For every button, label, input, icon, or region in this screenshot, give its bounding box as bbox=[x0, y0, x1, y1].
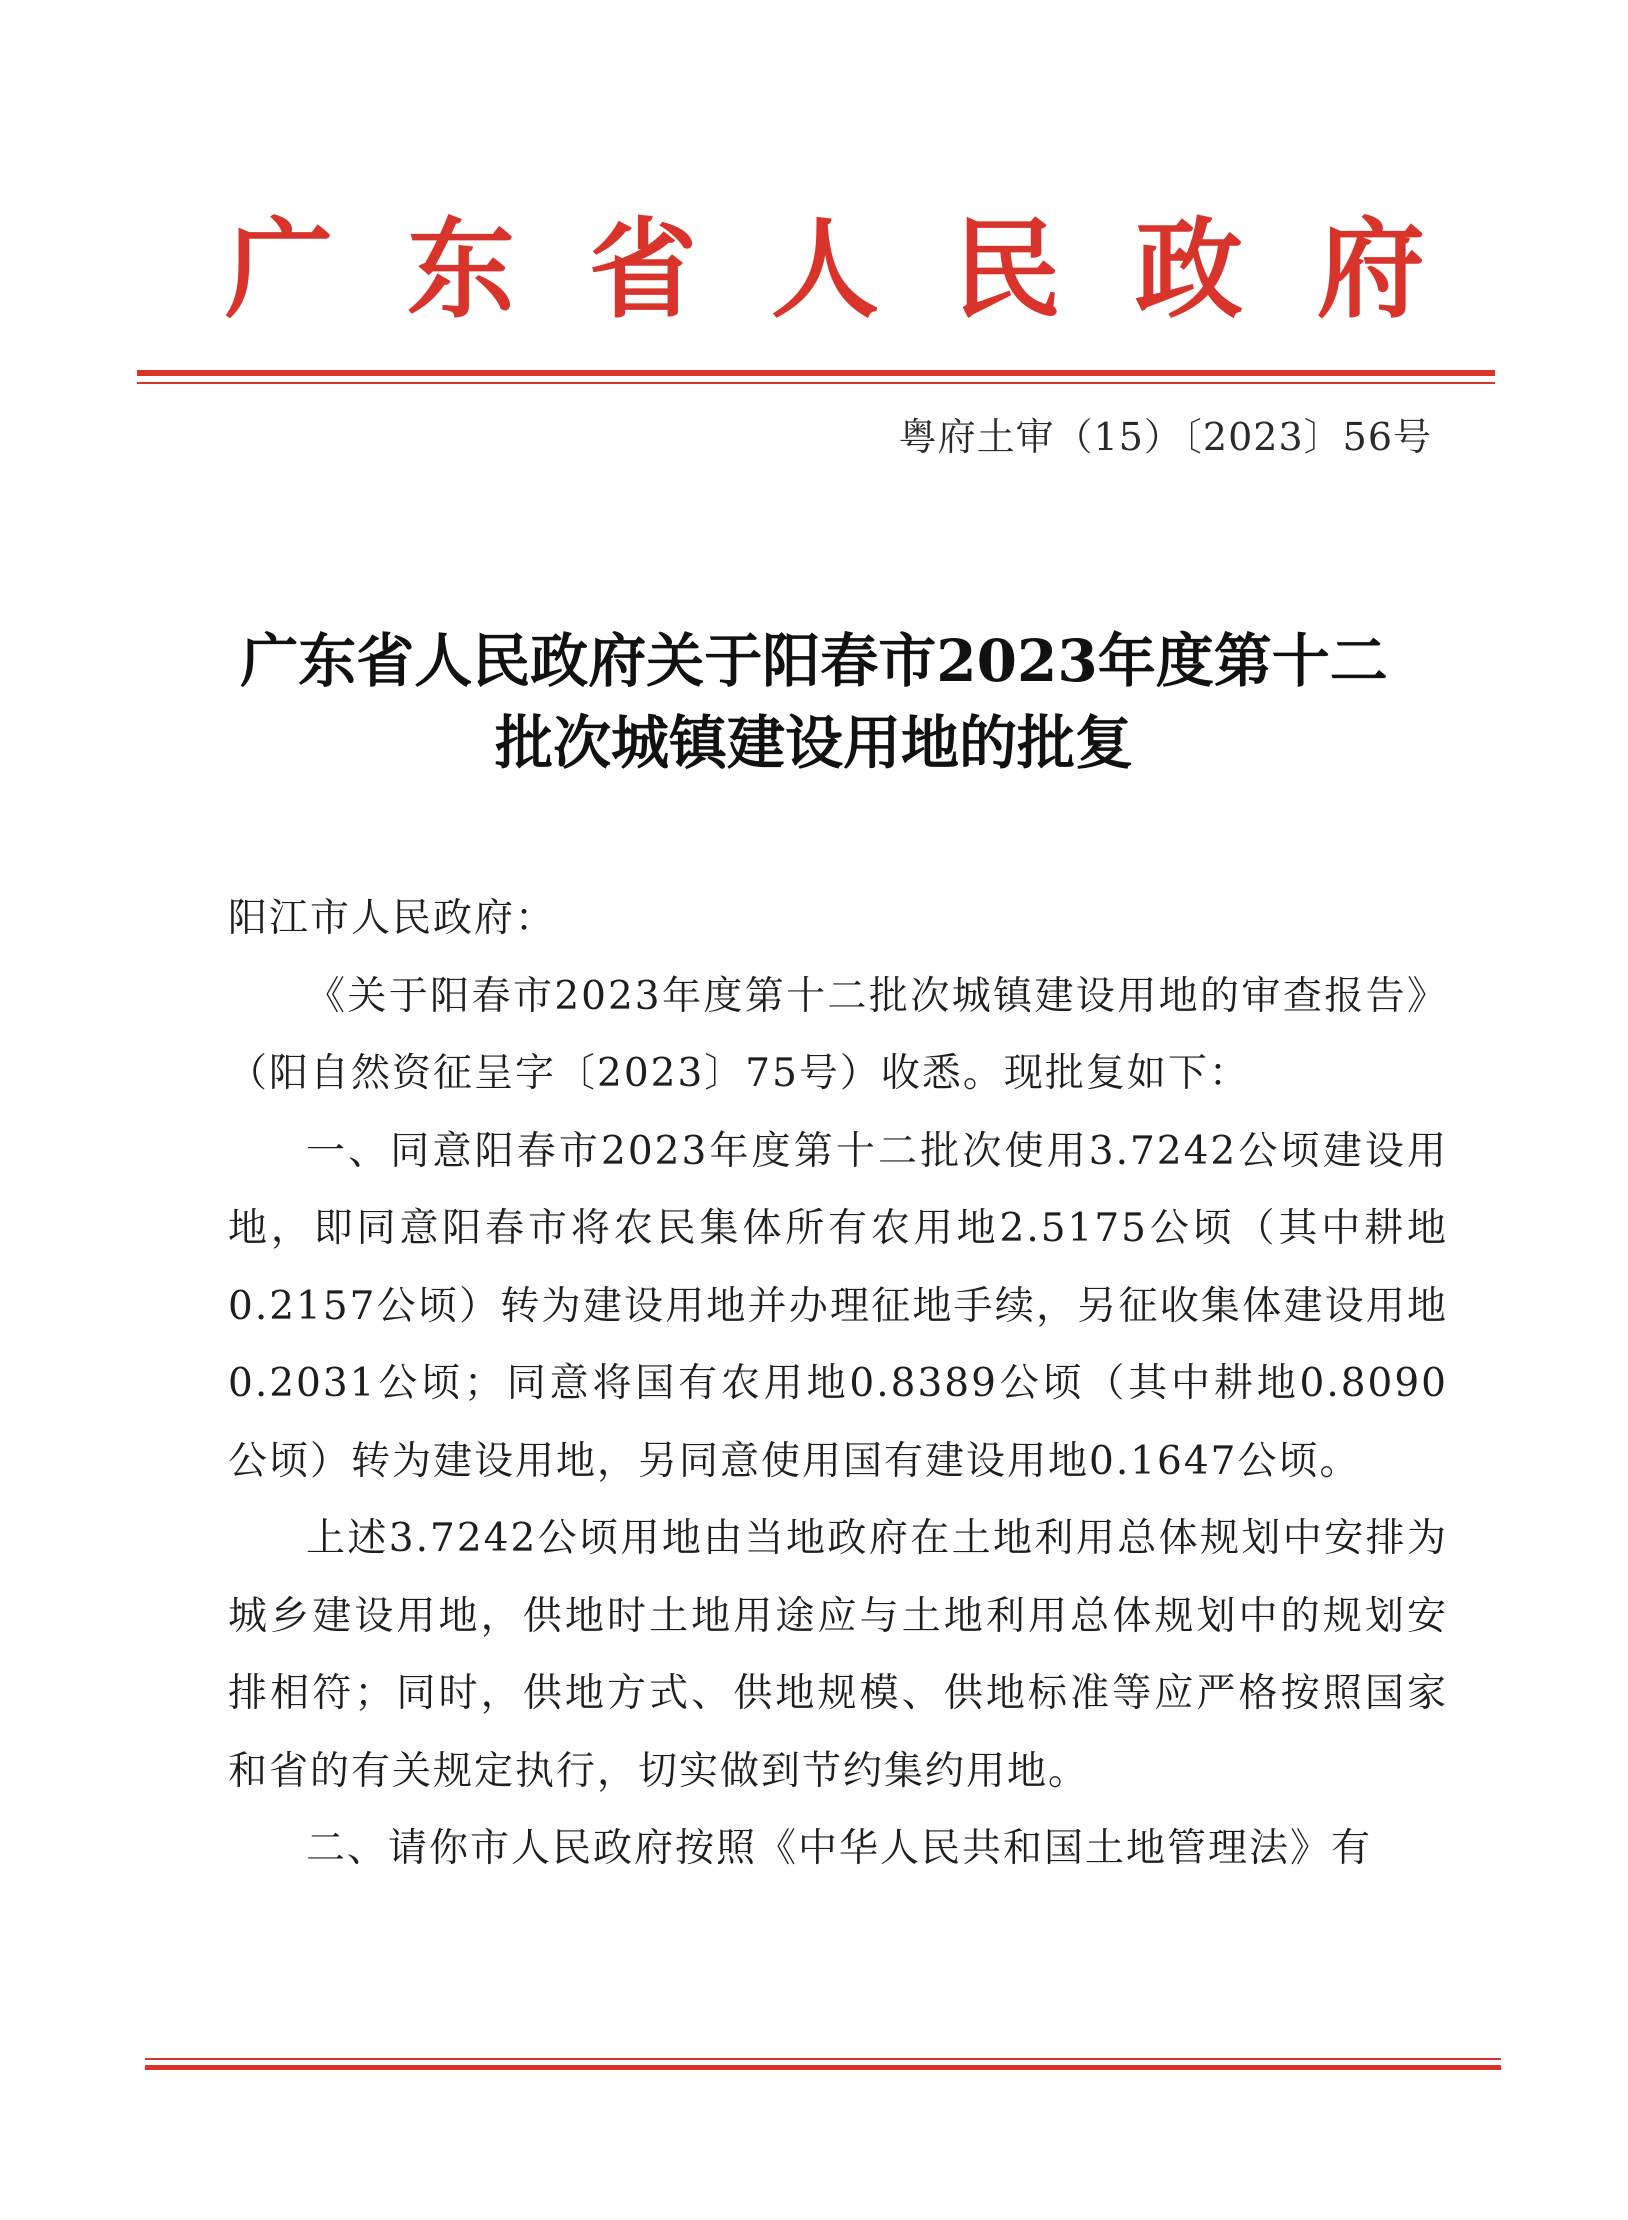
footer-divider bbox=[145, 2058, 1501, 2060]
body-paragraph: 一、同意阳春市2023年度第十二批次使用3.7242公顷建设用地，即同意阳春市将农民集体所有农用地2.5175公顷（其中耕地0.2157公顷）转为建设用地并办理征地手续，另征收集体建设用地0.2031公顷；同意将国有农用地0.8389公顷（其中耕地0.8090公顷）转为建设用地，另同意使用国有建设用地0.1647公顷。 bbox=[228, 1128, 1448, 1484]
masthead-char: 省 bbox=[588, 207, 697, 333]
document-body bbox=[228, 880, 1448, 1888]
salutation: 阳江市人民政府： bbox=[228, 896, 557, 941]
body-paragraph: 二、请你市人民政府按照《中华人民共和国土地管理法》有 bbox=[306, 1826, 1373, 1871]
masthead-char: 政 bbox=[1134, 207, 1243, 333]
title-line: 广东省人民政府关于阳春市2023年度第十二 bbox=[240, 627, 1388, 695]
body-paragraph: 《关于阳春市2023年度第十二批次城镇建设用地的审查报告》（阳自然资征呈字〔2023〕75号）收悉。现批复如下： bbox=[228, 973, 1448, 1096]
header-divider bbox=[137, 370, 1495, 376]
document-number: 粤府土审（15）〔2023〕56号 bbox=[898, 415, 1432, 459]
masthead-char: 东 bbox=[406, 207, 515, 333]
masthead-title bbox=[225, 205, 1425, 335]
body-paragraph: 上述3.7242公顷用地由当地政府在土地利用总体规划中安排为城乡建设用地，供地时土地用途应与土地利用总体规划中的规划安排相符；同时，供地方式、供地规模、供地标准等应严格按照国家和省的有关规定执行，切实做到节约集约用地。 bbox=[228, 1516, 1448, 1794]
masthead-char: 府 bbox=[1316, 207, 1425, 333]
document-title bbox=[140, 620, 1488, 784]
masthead-char: 民 bbox=[952, 207, 1061, 333]
title-line: 批次城镇建设用地的批复 bbox=[494, 709, 1133, 777]
masthead-char: 广 bbox=[225, 207, 334, 333]
masthead-char: 人 bbox=[770, 207, 879, 333]
